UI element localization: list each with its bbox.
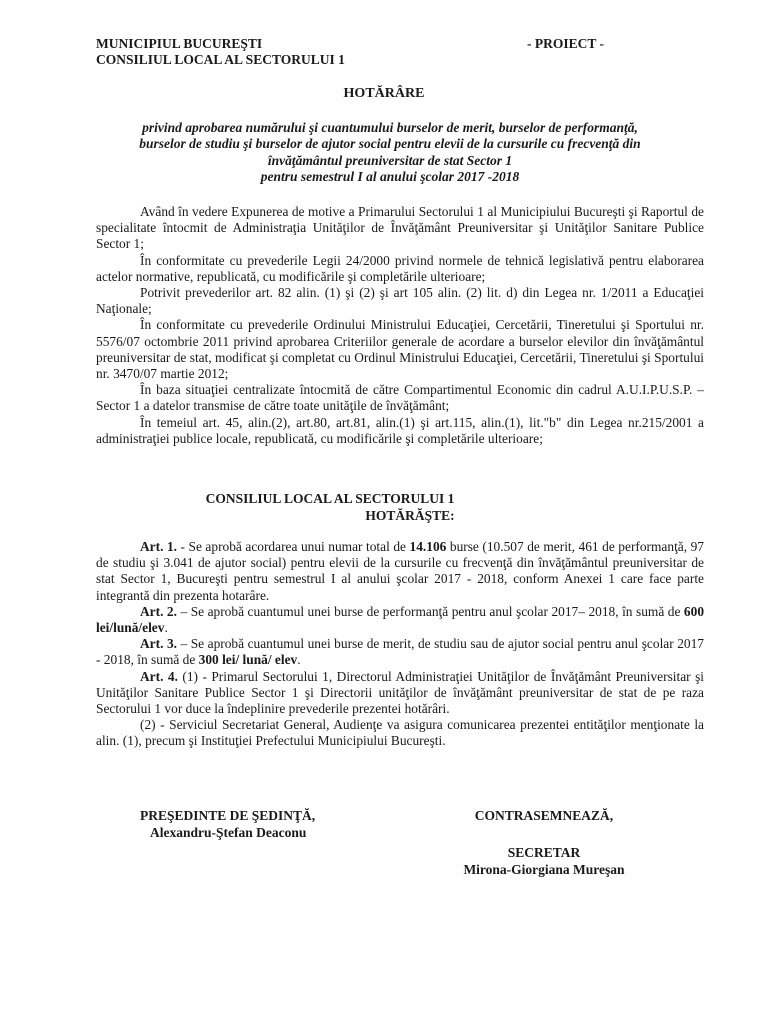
article-label: Art. 3. <box>140 636 177 652</box>
chair-signature-block <box>140 807 315 841</box>
article-4-paragraph-2: (2) - Serviciul Secretariat General, Audienţe va asigura comunicarea prezentei entităţilor menţionate la alin. (1), precum şi Instituţiei Prefectului Municipiului Bucureşti. <box>96 717 704 749</box>
article-4: Art. 4. (1) - Primarul Sectorului 1, Directorul Administraţiei Unităţilor de Învăţământ Preuniversitar şi Unităţilor Sanitare Publice Sector 1 şi Directorii unităţilor de învăţământ preuniversitar de stat de pe raza Sectorului 1 vor duce la îndeplinire prevederile prezentei hotărâri. <box>96 668 705 717</box>
preamble-paragraph: Potrivit prevederilor art. 82 alin. (1) şi (2) şi art 105 alin. (2) lit. d) din Legea nr. 1/2011 a Educaţiei Naţionale; <box>96 285 704 317</box>
council-name: CONSILIUL LOCAL AL SECTORULUI 1 <box>205 491 455 506</box>
preamble <box>96 204 704 447</box>
issuer-line-1: MUNICIPIUL BUCUREŞTI <box>96 36 263 51</box>
countersign-block <box>444 807 644 878</box>
article-3: Art. 3. – Se aprobă cuantumul unei burse de merit, de studiu sau de ajutor social pentru anul şcolar 2017 - 2018, în sumă de 300 lei/ lună/ elev. <box>96 636 704 668</box>
document-title: HOTĂRÂRE <box>343 86 425 101</box>
countersign-heading: CONTRASEMNEAZĂ, <box>474 808 614 823</box>
project-status: - PROIECT - <box>527 36 605 51</box>
preamble-paragraph: În temeiul art. 45, alin.(2), art.80, art.81, alin.(1) şi art.115, alin.(1), lit."b" din Legea nr.215/2001 a administraţiei publice locale, republicată, cu modificările şi completările ulterioare; <box>96 414 704 446</box>
decides-label: HOTĂRĂŞTE: <box>365 508 455 523</box>
subtitle-line: privind aprobarea numărului şi cuantumului burselor de merit, burselor de performanţă, <box>142 120 638 135</box>
article-label: Art. 2. <box>140 603 177 619</box>
article-1: Art. 1. - Se aprobă acordarea unui numar total de 14.106 burse (10.507 de merit, 461 de performanţă, 97 de studiu şi 3.041 de ajutor social) pentru elevii de la cursurile cu frecvenţă din învăţământul preuniversitar de stat Sector 1, Bucureşti pentru semestrul I al anului şcolar 2017 - 2018, conform Anexei 1 care face parte integrantă din prezenta hotarâre. <box>96 539 704 603</box>
performance-amount: 600 lei/lună/elev <box>96 603 705 636</box>
article-label: Art. 1. <box>140 539 177 554</box>
secretary-name: Mirona-Giorgiana Mureşan <box>463 862 625 877</box>
preamble-paragraph: În conformitate cu prevederile Legii 24/2000 privind normele de tehnică legislativă pentru elaborarea actelor normative, republicată, cu modificările şi completările ulterioare; <box>96 252 704 284</box>
merit-amount: 300 lei/ lună/ elev <box>198 652 298 668</box>
article-label: Art. 4. <box>140 668 178 684</box>
article-2: Art. 2. – Se aprobă cuantumul unei burse de performanţă pentru anul şcolar 2017– 2018, în sumă de 600 lei/lună/elev. <box>96 603 705 636</box>
document-subtitle <box>100 120 680 185</box>
subtitle-line: burselor de studiu şi burselor de ajutor social pentru elevii de la cursurile cu frecvenţă din <box>139 136 641 152</box>
articles <box>96 539 704 750</box>
preamble-paragraph: Având în vedere Expunerea de motive a Primarului Sectorului 1 al Municipiului Bucureşti şi Raportul de specialitate întocmit de Administraţia Unităţilor de Învăţământ Preuniversitar şi Unităţilor Sanitare Publice Sector 1; <box>96 204 704 252</box>
secretary-role: SECRETAR <box>507 845 581 860</box>
subtitle-line: pentru semestrul I al anului şcolar 2017 -2018 <box>260 168 520 184</box>
preamble-paragraph: În baza situaţiei centralizate întocmită de către Compartimentul Economic din cadrul A.U.I.P.U.S.P. – Sector 1 a datelor transmise de către toate unităţile de învăţământ; <box>96 382 704 414</box>
total-scholarships: 14.106 <box>409 539 447 554</box>
issuer-line-2: CONSILIUL LOCAL AL SECTORULUI 1 <box>96 52 345 67</box>
issuer-header <box>96 36 345 68</box>
chair-name: Alexandru-Ştefan Deaconu <box>150 825 307 840</box>
subtitle-line: învăţământul preuniversitar de stat Sector 1 <box>267 152 513 168</box>
chair-role: PREŞEDINTE DE ŞEDINŢĂ, <box>140 808 316 823</box>
preamble-paragraph: În conformitate cu prevederile Ordinului Ministrului Educaţiei, Cercetării, Tineretului şi Sportului nr. 5576/07 octombrie 2011 privind aprobarea Criteriilor generale de acordare a burselor elevilor din învăţământul preuniversitar de stat, modificat şi completat cu Ordinul Ministrului Educaţiei, Cercetării, Tineretului şi Sportului nr. 3470/07 martie 2012; <box>96 317 704 382</box>
council-decision-heading <box>0 490 768 524</box>
